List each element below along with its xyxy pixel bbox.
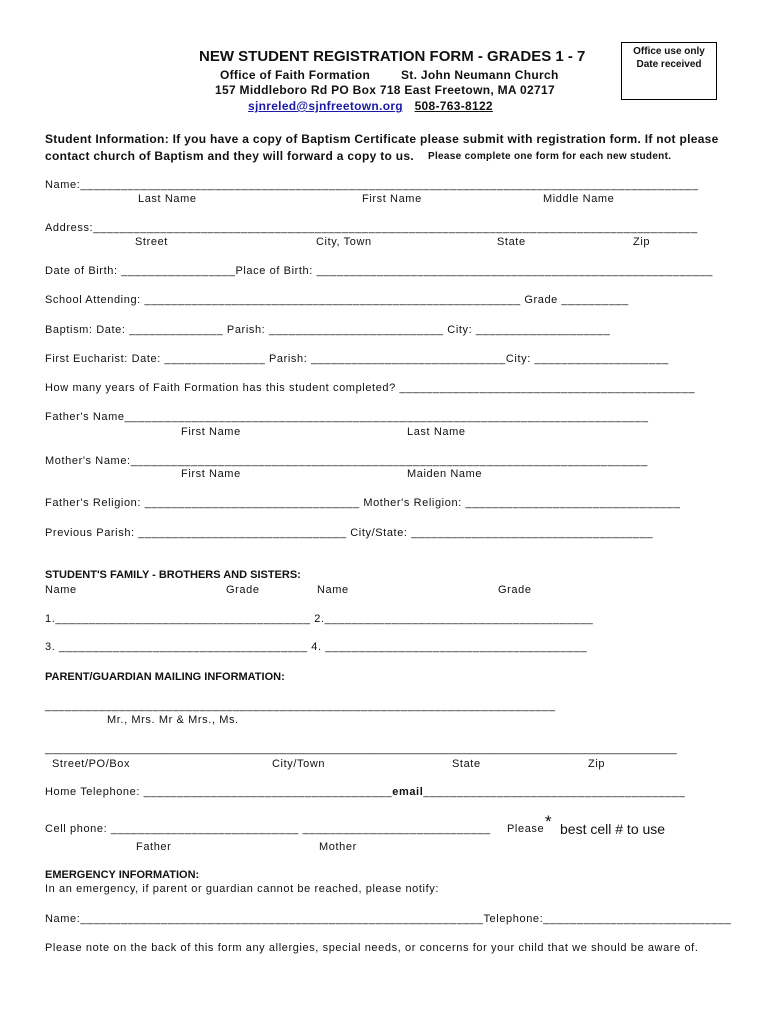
guardian-street-label: Street/PO/Box: [52, 758, 131, 770]
middle-name-label: Middle Name: [543, 193, 615, 205]
family-col-name-2: Name: [317, 584, 349, 596]
eucharist-field[interactable]: First Eucharist: Date: _______________ Parish: _____________________________City: ____________________: [45, 353, 669, 365]
sibling-row-2[interactable]: 3. _____________________________________ 4. _______________________________________: [45, 641, 588, 653]
intro-line-2: contact church of Baptism and they will forward a copy to us.: [45, 149, 415, 163]
baptism-field[interactable]: Baptism: Date: ______________ Parish: __________________________ City: ____________________: [45, 324, 611, 336]
phone-number: 508-763-8122: [414, 99, 493, 113]
father-first-label: First Name: [181, 426, 241, 438]
city-town-label: City, Town: [316, 236, 372, 248]
cell-phone-field[interactable]: Cell phone: ____________________________ ____________________________: [45, 823, 491, 835]
emergency-instruction: In an emergency, if parent or guardian cannot be reached, please notify:: [45, 883, 439, 895]
home-telephone-label: Home Telephone: _____________________________________: [45, 786, 393, 798]
address-field[interactable]: Address:__________________________________________________________________________________________: [45, 222, 698, 234]
family-col-name: Name: [45, 584, 77, 596]
cell-mother-label: Mother: [319, 841, 357, 853]
birth-field[interactable]: Date of Birth: _________________Place of Birth: ___________________________________________________________: [45, 265, 713, 277]
mother-first-label: First Name: [181, 468, 241, 480]
zip-label: Zip: [633, 236, 651, 248]
emergency-contact-field[interactable]: Name:____________________________________________________________Telephone:____________________________: [45, 913, 732, 925]
asterisk-icon: *: [545, 812, 552, 831]
guardian-address-field[interactable]: ____________________________________________________________________________________________________: [45, 743, 677, 755]
family-heading: STUDENT'S FAMILY - BROTHERS AND SISTERS:: [45, 569, 301, 581]
email-link[interactable]: sjnreled@sjnfreetown.org: [248, 99, 403, 113]
best-cell-note: best cell # to use: [560, 821, 666, 837]
religion-field[interactable]: Father's Religion: ________________________________ Mother's Religion: ________________________________: [45, 497, 681, 509]
guardian-name-field[interactable]: ____________________________________________________________________________: [45, 700, 556, 712]
father-name-field[interactable]: Father's Name______________________________________________________________________________: [45, 411, 649, 423]
allergies-note: Please note on the back of this form any allergies, special needs, or concerns for your child that we should be aware of.: [45, 942, 699, 954]
state-label: State: [497, 236, 526, 248]
guardian-state-label: State: [452, 758, 481, 770]
form-title: NEW STUDENT REGISTRATION FORM - GRADES 1 - 7: [199, 48, 586, 65]
cell-father-label: Father: [136, 841, 172, 853]
mother-maiden-label: Maiden Name: [407, 468, 483, 480]
church-address: 157 Middleboro Rd PO Box 718 East Freetown, MA 02717: [215, 83, 555, 97]
home-telephone-field[interactable]: [45, 786, 685, 798]
last-name-label: Last Name: [138, 193, 197, 205]
family-col-grade-2: Grade: [498, 584, 532, 596]
guardian-city-label: City/Town: [272, 758, 326, 770]
guardian-heading: PARENT/GUARDIAN MAILING INFORMATION:: [45, 671, 285, 683]
family-col-grade: Grade: [226, 584, 260, 596]
intro-note: Please complete one form for each new student.: [428, 151, 672, 162]
school-field[interactable]: School Attending: ________________________________________________________ Grade __________: [45, 294, 629, 306]
office-name: Office of Faith Formation: [220, 68, 371, 82]
email-label: email: [392, 786, 424, 798]
intro-line-1: Student Information: If you have a copy of Baptism Certificate please submit with registration form. If not please: [45, 132, 719, 146]
first-name-label: First Name: [362, 193, 422, 205]
guardian-titles-label: Mr., Mrs. Mr & Mrs., Ms.: [107, 714, 239, 726]
office-use-box: [621, 42, 717, 100]
years-field[interactable]: How many years of Faith Formation has this student completed? ____________________________________________: [45, 382, 696, 394]
previous-parish-field[interactable]: Previous Parish: _______________________________ City/State: ____________________________________: [45, 527, 654, 539]
sibling-row-1[interactable]: 1.______________________________________ 2.________________________________________: [45, 613, 594, 625]
church-name: St. John Neumann Church: [401, 68, 559, 82]
email-field[interactable]: _______________________________________: [423, 786, 686, 798]
please-label: Please: [507, 823, 545, 835]
student-name-field[interactable]: Name:____________________________________________________________________________________________: [45, 179, 699, 191]
contact-line: [248, 99, 493, 113]
mother-name-field[interactable]: Mother's Name:_____________________________________________________________________________: [45, 455, 648, 467]
father-last-label: Last Name: [407, 426, 466, 438]
date-received-label: Date received: [636, 59, 702, 70]
office-use-label: Office use only: [633, 46, 705, 57]
guardian-zip-label: Zip: [588, 758, 606, 770]
emergency-heading: EMERGENCY INFORMATION:: [45, 869, 200, 881]
street-label: Street: [135, 236, 168, 248]
